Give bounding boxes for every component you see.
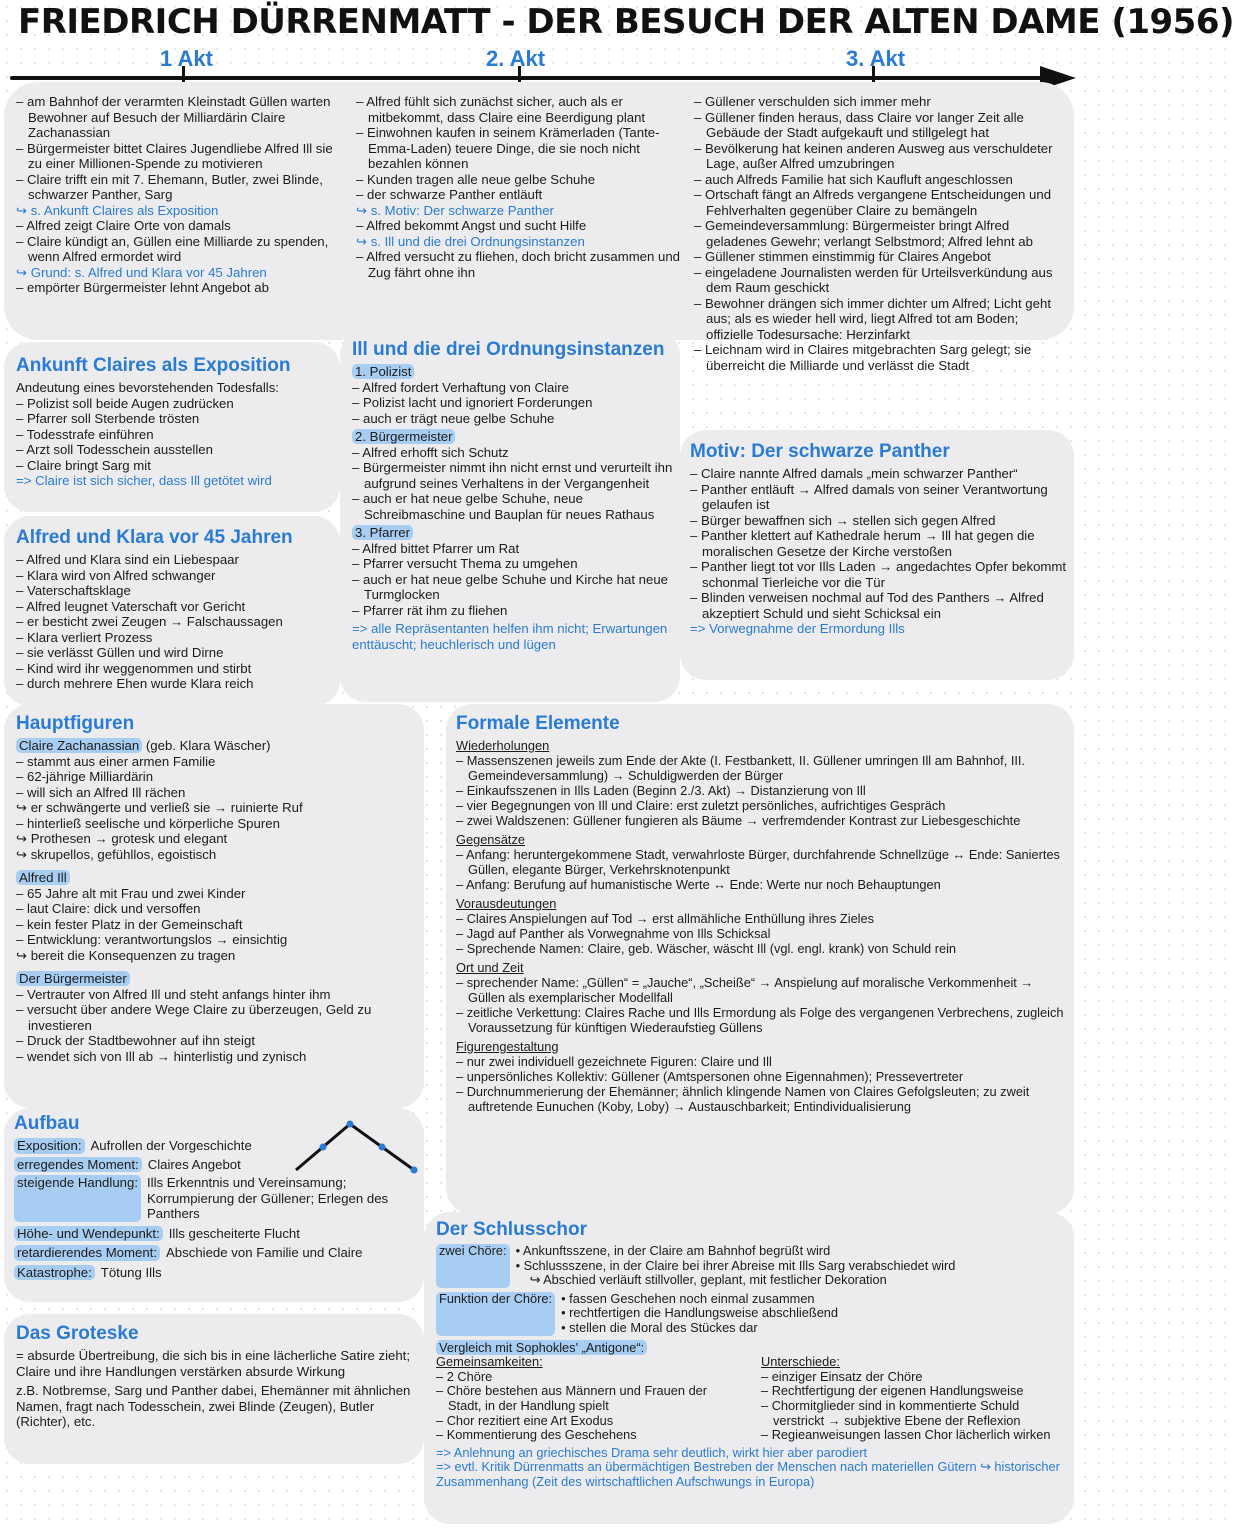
list-item: ↪ Prothesen → grotesk und elegant (16, 831, 228, 846)
list-item: – Entwicklung: verantwortungslos → einsichtig (16, 932, 420, 948)
schluss-funktion-key: Funktion der Chöre: (436, 1292, 555, 1336)
list-item: – Alfred bekommt Angst und sucht Hilfe (356, 218, 686, 234)
ankunft-intro: Andeutung eines bevorstehenden Todesfalls: (16, 380, 279, 395)
list-item: – Claire bringt Sarg mit (16, 458, 334, 474)
schluss-unterschiede: Unterschiede: (761, 1354, 840, 1370)
list-item: – Massenszenen jeweils zum Ende der Akte (I. Festbankett, II. Güllener umringen Ill am Bahnhof, III. Gemeindeversammlung) → Schuldigwerden der Bürger (456, 753, 1068, 783)
pyramid-diagram (290, 1118, 420, 1178)
list-item: – Druck der Stadtbewohner auf ihn steigt (16, 1033, 420, 1049)
list-item: – Claire trifft ein mit 7. Ehemann, Butler, zwei Blinde, schwarzer Panther, Sarg (16, 172, 346, 203)
aufbau-key: steigende Handlung: (14, 1175, 141, 1222)
pyramid-dot (379, 1144, 386, 1151)
akt3-section (694, 94, 1066, 373)
list-item: – Bürgermeister bittet Claires Jugendliebe Alfred Ill sie zu einer Millionen-Spende zu motivieren (16, 141, 346, 172)
list-item: – Jagd auf Panther als Vorwegnahme von Ills Schicksal (456, 926, 1068, 941)
pyramid-dot (347, 1121, 354, 1128)
grotesk-definition: = absurde Übertreibung, die sich bis in eine lächerliche Satire zieht; Claire und ihre Handlungen verstärken absurde Wirkung (16, 1348, 411, 1379)
aufbau-value: Tötung Ills (100, 1264, 162, 1280)
list-item: – Güllener finden heraus, dass Claire vor langer Zeit alle Gebäude der Stadt aufgekauft und stillgelegt hat (694, 110, 1066, 141)
list-item: – Güllener stimmen einstimmig für Claires Angebot (694, 249, 1066, 265)
list-item: – Alfred zeigt Claire Orte von damals (16, 218, 346, 234)
alfred-name: Alfred Ill (16, 870, 70, 885)
akt1-section (16, 94, 346, 296)
list-item: – eingeladene Journalisten werden für Urteilsverkündung aus dem Raum geschickt (694, 265, 1066, 296)
ankunft-section (16, 354, 334, 489)
schluss-conclusion-2: => evtl. Kritik Dürrenmatts an übermächtigen Bestreben der Menschen nach materiellen Gütern ↪ historischer Zusammenhang (Zeit des wirtschaftlichen Aufschwungs in Europa) (436, 1459, 1060, 1489)
list-item: – wendet sich von Ill ab → hinterlistig und zynisch (16, 1049, 420, 1065)
list-item: – der schwarze Panther entläuft (356, 187, 686, 203)
aufbau-key: Exposition: (14, 1138, 85, 1154)
ordnung-sub-buergermeister: 2. Bürgermeister (352, 429, 455, 444)
list-item: – empörter Bürgermeister lehnt Angebot ab (16, 280, 346, 296)
grotesk-section (16, 1322, 416, 1430)
list-item: • Ankunftsszene, in der Claire am Bahnhof begrüßt wird (515, 1243, 831, 1258)
akt2-label: 2. Akt (486, 46, 546, 71)
list-item: ↪ bereit die Konsequenzen zu tragen (16, 947, 236, 963)
list-item: – Kommentierung des Geschehens (436, 1428, 741, 1443)
list-item: – Panther liegt tot vor Ills Laden → angedachtes Opfer bekommt schonmal Tierleiche vor die Tür (690, 559, 1068, 590)
list-item: – laut Claire: dick und versoffen (16, 901, 420, 917)
list-item: – sprechender Name: „Güllen“ = „Jauche“, „Scheiße“ → Anspielung auf moralische Verkommenheit → Güllen als exemplarischer Modellfall (456, 975, 1068, 1005)
list-item: – Gemeindeversammlung: Bürgermeister bringt Alfred geladenes Gewehr; verlangt Selbstmord; Alfred lehnt ab (694, 218, 1066, 249)
aufbau-key: Katastrophe: (14, 1265, 95, 1281)
aufbau-value: Abschiede von Familie und Claire (166, 1245, 363, 1260)
list-item: – Polizist lacht und ignoriert Forderungen (352, 395, 676, 411)
list-item: ↪ er schwängerte und verließ sie → ruinierte Ruf (16, 800, 303, 815)
list-item: – Bürger bewaffnen sich → stellen sich gegen Alfred (690, 513, 1068, 529)
list-item: • rechtfertigen die Handlungsweise abschließend (561, 1305, 839, 1321)
list-item: – Kind wird ihr weggenommen und stirbt (16, 661, 334, 677)
list-item: – einziger Einsatz der Chöre (761, 1370, 1066, 1385)
list-item: – Chormitglieder sind in kommentierte Schuld verstrickt → subjektive Ebene der Reflexion (761, 1399, 1066, 1428)
formal-sub-ortzeit: Ort und Zeit (456, 960, 524, 975)
ordnung-section (352, 338, 676, 652)
claire-name: Claire Zachanassian (16, 738, 142, 753)
list-item: – nur zwei individuell gezeichnete Figuren: Claire und Ill (456, 1054, 1068, 1069)
bm-name: Der Bürgermeister (16, 971, 130, 986)
list-item: – auch er hat neue gelbe Schuhe und Kirche hat neue Turmglocken (352, 572, 676, 603)
list-item: – hinterließ seelische und körperliche Spuren (16, 816, 420, 832)
list-item: – 2 Chöre (436, 1370, 741, 1385)
list-item: – Panther entläuft → Alfred damals von seiner Verantwortung gelaufen ist (690, 482, 1068, 513)
list-item: – Arzt soll Todesschein ausstellen (16, 442, 334, 458)
formal-sub-figuren: Figurengestaltung (456, 1039, 559, 1054)
list-item: – Regieanweisungen lassen Chor lächerlich wirken (761, 1428, 1066, 1443)
list-item: – Polizist soll beide Augen zudrücken (16, 396, 334, 412)
schluss-section (436, 1218, 1066, 1490)
aufbau-value: Ills gescheiterte Flucht (168, 1225, 300, 1241)
list-item: ↪ s. Motiv: Der schwarze Panther (356, 202, 554, 218)
list-item: – unpersönliches Kollektiv: Güllener (Amtspersonen ohne Eigennahmen); Pressevertreter (456, 1069, 1068, 1084)
timeline-axis (10, 76, 1042, 80)
list-item: – will sich an Alfred Ill rächen (16, 785, 420, 801)
formal-sub-wiederholungen: Wiederholungen (456, 738, 550, 753)
akt2-section (356, 94, 686, 280)
claire-note: (geb. Klara Wäscher) (145, 738, 271, 753)
ordnung-sub-polizist: 1. Polizist (352, 364, 414, 379)
formal-sub-vorausdeutungen: Vorausdeutungen (456, 896, 557, 911)
list-item: – durch mehrere Ehen wurde Klara reich (16, 676, 334, 692)
aufbau-key: erregendes Moment: (14, 1157, 142, 1173)
list-item: – Durchnummerierung der Ehemänner; ähnlich klingende Namen von Claires Gefolgsleuten; zu zweit auftretende Eunuchen (Koby, Loby) → Austauschbarkeit; Entindividualisierung (456, 1084, 1068, 1114)
aufbau-key: retardierendes Moment: (14, 1245, 160, 1261)
haupt-heading: Hauptfiguren (16, 713, 135, 734)
list-item: – Bevölkerung hat keinen anderen Ausweg aus verschuldeter Lage, außer Alfred umzubringen (694, 141, 1066, 172)
page-title: FRIEDRICH DÜRRENMATT - DER BESUCH DER ALTEN DAME (1956) (18, 2, 1234, 42)
list-item: • Schlussszene, in der Claire bei ihrer Abreise mit Ills Sarg verabschiedet wird (515, 1257, 956, 1273)
aufbau-heading: Aufbau (14, 1113, 80, 1134)
panther-heading: Motiv: Der schwarze Panther (690, 441, 950, 462)
grotesk-example: z.B. Notbremse, Sarg und Panther dabei, Ehemänner mit ähnlichen Namen, fragt nach Todesschein, zwei Blinde (Zeugen), Butler (Richter), etc. (16, 1383, 411, 1429)
list-item: – Pfarrer rät ihm zu fliehen (352, 603, 676, 619)
haupt-section (16, 712, 420, 1064)
list-item: – Alfred fordert Verhaftung von Claire (352, 380, 676, 396)
alfredklara-section (16, 526, 334, 692)
list-item: – Alfred erhofft sich Schutz (352, 445, 676, 461)
pyramid-line (296, 1124, 414, 1170)
panther-conclusion: => Vorwegnahme der Ermordung Ills (690, 621, 905, 636)
list-item: – vier Begegnungen von Ill und Claire: erst zuletzt persönliches, aufrichtiges Gespräch (456, 798, 1068, 813)
panther-section (690, 440, 1068, 637)
list-item: – Chor rezitiert eine Art Exodus (436, 1414, 741, 1429)
list-item: – er besticht zwei Zeugen → Falschaussagen (16, 614, 334, 630)
formal-sub-gegensaetze: Gegensätze (456, 832, 526, 847)
list-item: – Alfred leugnet Vaterschaft vor Gericht (16, 599, 334, 615)
list-item: • fassen Geschehen noch einmal zusammen (561, 1290, 815, 1306)
list-item: – Ortschaft fängt an Alfreds vergangene Entscheidungen und Fehlverhalten gegenüber Claire zu bemängeln (694, 187, 1066, 218)
list-item: – Alfred fühlt sich zunächst sicher, auch als er mitbekommt, dass Claire eine Beerdigung plant (356, 94, 686, 125)
grotesk-heading: Das Groteske (16, 1323, 139, 1344)
list-item: – Sprechende Namen: Claire, geb. Wäscher, wäscht Ill (vgl. engl. krank) von Schuld rein (456, 941, 1068, 956)
list-item: – Kunden tragen alle neue gelbe Schuhe (356, 172, 686, 188)
list-item: – Alfred bittet Pfarrer um Rat (352, 541, 676, 557)
list-item: – Chöre bestehen aus Männern und Frauen der Stadt, in der Handlung spielt (436, 1384, 741, 1413)
ankunft-heading: Ankunft Claires als Exposition (16, 355, 291, 376)
list-item: – Alfred und Klara sind ein Liebespaar (16, 552, 334, 568)
ordnung-sub-pfarrer: 3. Pfarrer (352, 525, 413, 540)
list-item: – Klara verliert Prozess (16, 630, 334, 646)
aufbau-key: Höhe- und Wendepunkt: (14, 1226, 163, 1242)
schluss-vergleich: Vergleich mit Sophokles' „Antigone“: (436, 1340, 647, 1355)
list-item: – Panther klettert auf Kathedrale herum → Ill hat gegen die moralischen Gesetze der Kirche verstoßen (690, 528, 1068, 559)
alfredklara-heading: Alfred und Klara vor 45 Jahren (16, 527, 293, 548)
formal-heading: Formale Elemente (456, 713, 620, 734)
ankunft-conclusion: => Claire ist sich sicher, dass Ill getötet wird (16, 473, 272, 488)
list-item: ↪ skrupellos, gefühllos, egoistisch (16, 846, 217, 862)
schluss-gemeinsam: Gemeinsamkeiten: (436, 1354, 543, 1370)
list-item: – am Bahnhof der verarmten Kleinstadt Güllen warten Bewohner auf Besuch der Milliardärin Claire Zachanassian (16, 94, 346, 141)
schluss-zwei-key: zwei Chöre: (436, 1244, 510, 1288)
list-item: ↪ Abschied verläuft stillvoller, geplant, mit festlicher Dekoration (529, 1272, 887, 1288)
list-item: – Claire nannte Alfred damals „mein schwarzer Panther“ (690, 466, 1068, 482)
pyramid-dot (411, 1167, 418, 1174)
aufbau-value: Aufrollen der Vorgeschichte (90, 1138, 252, 1153)
list-item: – Einkaufsszenen in Ills Laden (Beginn 2./3. Akt) → Distanzierung von Ill (456, 783, 1068, 798)
list-item: – Pfarrer versucht Thema zu umgehen (352, 556, 676, 572)
akt3-label: 3. Akt (846, 46, 906, 71)
list-item: – Anfang: heruntergekommene Stadt, verwahrloste Bürger, durchfahrende Schnellzüge ↔ Ende: Saniertes Güllen, elegante Bürger, Verkehrsknotenpunkt (456, 847, 1068, 877)
list-item: – Leichnam wird in Claires mitgebrachten Sarg gelegt; sie überreicht die Milliarde und verlässt die Stadt (694, 342, 1066, 373)
aufbau-value: Claires Angebot (147, 1156, 241, 1172)
list-item: – auch er trägt neue gelbe Schuhe (352, 411, 676, 427)
list-item: – 62-jährige Milliardärin (16, 769, 420, 785)
list-item: – stammt aus einer armen Familie (16, 754, 420, 770)
schluss-heading: Der Schlusschor (436, 1219, 587, 1240)
list-item: – Bewohner drängen sich immer dichter um Alfred; Licht geht aus; als es wieder hell wird, liegt Alfred tot am Boden; offizielle Todesursache: Herzinfarkt (694, 296, 1066, 343)
ordnung-conclusion: => alle Repräsentanten helfen ihm nicht; Erwartungen enttäuscht; heuchlerisch und lügen (352, 621, 668, 652)
formal-section (456, 712, 1068, 1114)
schluss-conclusion-1: => Anlehnung an griechisches Drama sehr deutlich, wirkt hier aber parodiert (436, 1444, 868, 1460)
ordnung-heading: Ill und die drei Ordnungsinstanzen (352, 339, 665, 360)
list-item: – Vaterschaftsklage (16, 583, 334, 599)
list-item: – Anfang: Berufung auf humanistische Werte ↔ Ende: Werte nur noch Behauptungen (456, 877, 1068, 892)
list-item: • stellen die Moral des Stückes dar (561, 1319, 758, 1335)
list-item: – kein fester Platz in der Gemeinschaft (16, 917, 420, 933)
list-item: – 65 Jahre alt mit Frau und zwei Kinder (16, 886, 420, 902)
akt1-label: 1 Akt (160, 46, 213, 71)
list-item: – Klara wird von Alfred schwanger (16, 568, 334, 584)
list-item: – auch Alfreds Familie hat sich Kaufluft angeschlossen (694, 172, 1066, 188)
list-item: – Rechtfertigung der eigenen Handlungsweise (761, 1384, 1066, 1399)
list-item: – Alfred versucht zu fliehen, doch bricht zusammen und Zug fährt ohne ihn (356, 249, 686, 280)
pyramid-dot (320, 1144, 327, 1151)
aufbau-value: Ills Erkenntnis und Vereinsamung; Korrumpierung der Güllener; Erlegen des Panthers (146, 1175, 389, 1221)
list-item: ↪ s. Ill und die drei Ordnungsinstanzen (356, 233, 585, 249)
list-item: – versucht über andere Wege Claire zu überzeugen, Geld zu investieren (16, 1002, 420, 1033)
list-item: – Pfarrer soll Sterbende trösten (16, 411, 334, 427)
list-item: ↪ Grund: s. Alfred und Klara vor 45 Jahren (16, 264, 267, 280)
list-item: – Vertrauter von Alfred Ill und steht anfangs hinter ihm (16, 987, 420, 1003)
list-item: – Bürgermeister nimmt ihn nicht ernst und verurteilt ihn aufgrund seines Verhaltens in der Vergangenheit (352, 460, 676, 491)
list-item: – zeitliche Verkettung: Claires Rache und Ills Ermordung als Folge des vergangenen Verbrechens, zugleich Voraussetzung für künftigen Wiederaufstieg Güllens (456, 1005, 1068, 1035)
list-item: – auch er hat neue gelbe Schuhe, neue Schreibmaschine und Bauplan für neues Rathaus (352, 491, 676, 522)
list-item: ↪ s. Ankunft Claires als Exposition (16, 202, 219, 218)
list-item: – sie verlässt Güllen und wird Dirne (16, 645, 334, 661)
list-item: – Todesstrafe einführen (16, 427, 334, 443)
list-item: – Blinden verweisen nochmal auf Tod des Panthers → Alfred akzeptiert Schuld und sieht Schicksal ein (690, 590, 1068, 621)
list-item: – Güllener verschulden sich immer mehr (694, 94, 1066, 110)
list-item: – Claire kündigt an, Güllen eine Milliarde zu spenden, wenn Alfred ermordet wird (16, 234, 346, 265)
list-item: – Einwohnen kaufen in seinem Krämerladen (Tante-Emma-Laden) teuere Dinge, die sie noch nicht bezahlen können (356, 125, 686, 172)
list-item: – Claires Anspielungen auf Tod → erst allmähliche Enthüllung ihres Zieles (456, 911, 1068, 926)
list-item: – zwei Waldszenen: Güllener fungieren als Bäume → verfremdender Kontrast zur Liebesgeschichte (456, 813, 1068, 828)
